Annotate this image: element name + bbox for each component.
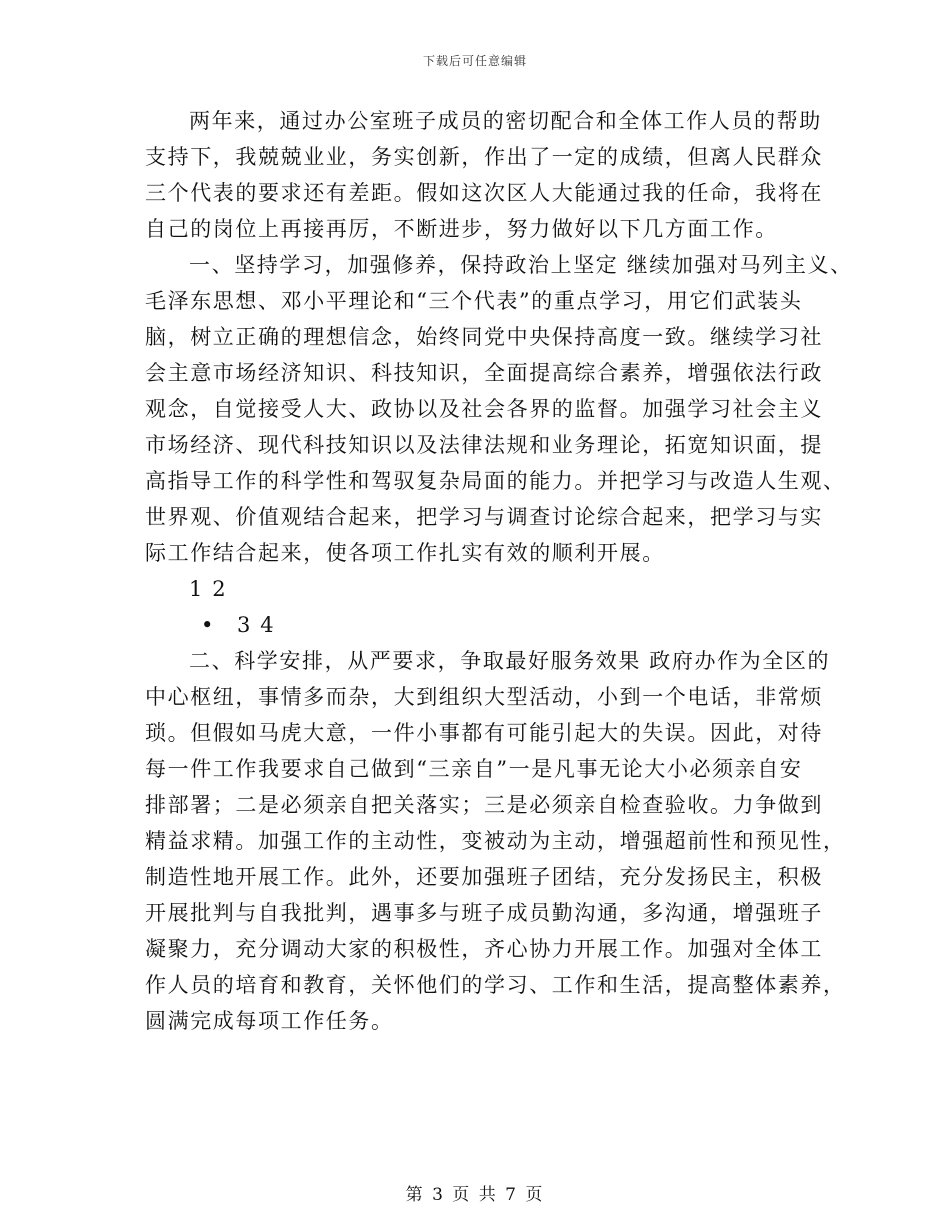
paragraph-line: 作人员的培育和教育，关怀他们的学习、工作和生活，提高整体素养，: [145, 973, 846, 997]
paragraph-line: 排部署；二是必须亲自把关落实；三是必须亲自检查验收。力争做到: [145, 793, 823, 817]
paragraph-line: 每一件工作我要求自己做到“三亲自”一是凡事无论大小必须亲自安: [145, 757, 803, 781]
paragraph-line: 会主意市场经济知识、科技知识，全面提高综合素养，增强依法行政: [145, 361, 823, 385]
paragraph-line: 观念，自觉接受人大、政协以及社会各界的监督。加强学习社会主义: [145, 397, 823, 421]
paragraph-line: 凝聚力，充分调动大家的积极性，齐心协力开展工作。加强对全体工: [145, 937, 823, 961]
paragraph-line: 精益求精。加强工作的主动性，变被动为主动，增强超前性和预见性，: [145, 829, 846, 853]
document-body: [145, 103, 853, 1039]
bullet-symbol: •: [201, 613, 215, 637]
paragraph-line: 三个代表的要求还有差距。假如这次区人大能通过我的任命，我将在: [145, 181, 823, 205]
section-heading-line: 一、坚持学习，加强修养，保持政治上坚定 继续加强对马列主义、: [189, 253, 853, 277]
paragraph-line: 中心枢纽，事情多而杂，大到组织大型活动，小到一个电话，非常烦: [145, 685, 823, 709]
page-footer-number: 第 3 页 共 7 页: [405, 1185, 545, 1205]
paragraph-line: 毛泽东思想、邓小平理论和“三个代表”的重点学习，用它们武装头: [145, 289, 803, 313]
paragraph-line: 市场经济、现代科技知识以及法律法规和业务理论，拓宽知识面，提: [145, 433, 823, 457]
paragraph-line: 圆满完成每项工作任务。: [145, 1009, 394, 1033]
section-heading-line: 二、科学安排，从严要求，争取最好服务效果 政府办作为全区的: [189, 649, 831, 673]
paragraph-line: 支持下，我兢兢业业，务实创新，作出了一定的成绩，但离人民群众: [145, 145, 823, 169]
paragraph-line: 两年来，通过办公室班子成员的密切配合和全体工作人员的帮助: [189, 109, 822, 133]
bullet-item: [145, 607, 835, 643]
paragraph-line: 制造性地开展工作。此外，还要加强班子团结，充分发扬民主，积极: [145, 865, 823, 889]
paragraph-line: 开展批判与自我批判，遇事多与班子成员勤沟通，多沟通，增强班子: [145, 901, 823, 925]
paragraph-line: 自己的岗位上再接再厉，不断进步，努力做好以下几方面工作。: [145, 217, 778, 241]
paragraph-line: 脑，树立正确的理想信念，始终同党中央保持高度一致。继续学习社: [145, 325, 823, 349]
stray-numbers: 1 2: [189, 577, 228, 601]
paragraph-line: 世界观、价值观结合起来，把学习与调查讨论综合起来，把学习与实: [145, 505, 823, 529]
paragraph-line: 琐。但假如马虎大意，一件小事都有可能引起大的失误。因此，对待: [145, 721, 823, 745]
bullet-text: 3 4: [237, 613, 276, 637]
page-header-note: 下载后可任意编辑: [422, 54, 527, 68]
paragraph-line: 际工作结合起来，使各项工作扎实有效的顺利开展。: [145, 541, 665, 565]
paragraph-line: 高指导工作的科学性和驾驭复杂局面的能力。并把学习与改造人生观、: [145, 469, 846, 493]
